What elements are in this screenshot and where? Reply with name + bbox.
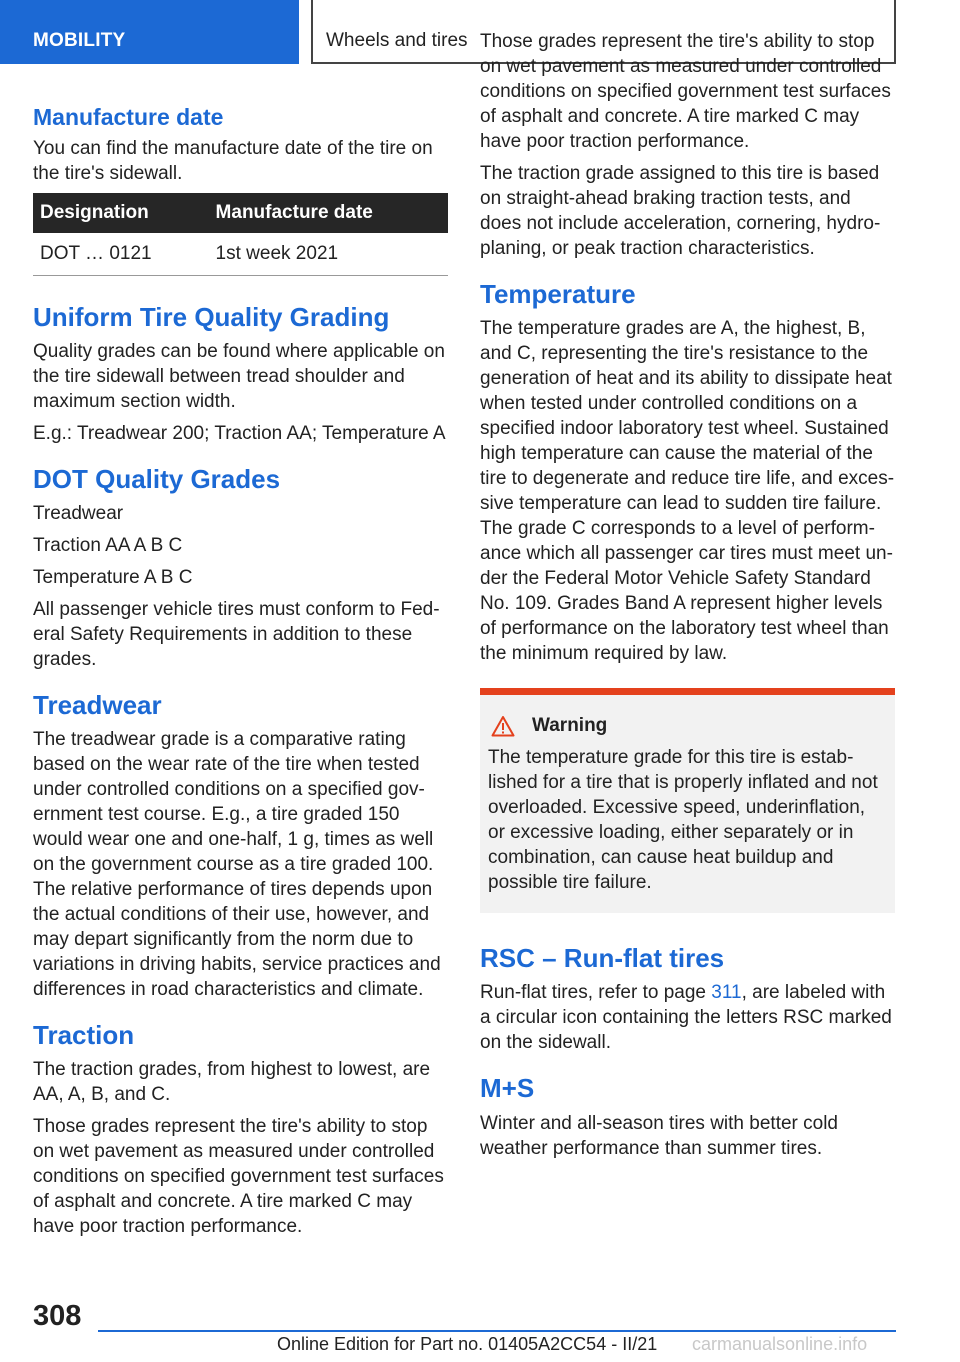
dot-line-temperature: Temperature A B C (33, 566, 193, 588)
temperature-paragraph: The temperature grades are A, the highest, B, and C, representing the tire's resistance to the generation of heat and its ability to dissipate heat when tested under controlled conditions on a specified indoor laboratory test wheel. Sustained high temperature can cause the material of the tire to degenerate and reduce tire life, and excessive temperature can lead to sudden tire failure. The grade C corresponds to a level of performance which all passenger car tires must meet under the Federal Motor Vehicle Safety Standard No. 109. Grades Band A represent higher levels of performance on the laboratory test wheel than the minimum required by law. (480, 318, 895, 665)
traction-paragraph-2-start: Those grades represent the tire's ability to stop on wet pavement as measured under controlled conditions on specified government test surfaces of asphalt and concrete. A tire marked C may have poor traction performance. (33, 1116, 444, 1238)
traction-paragraph-2-continued (480, 31, 895, 154)
temperature-section (480, 279, 895, 666)
footer-divider (98, 1330, 896, 1332)
page-number: 308 (33, 1300, 82, 1332)
table-header-row (33, 193, 448, 233)
warning-label: Warning (532, 715, 608, 737)
right-column (480, 31, 895, 1179)
utqg-section (33, 302, 448, 446)
table-header-manufacture-date: Manufacture date (209, 193, 448, 233)
treadwear-paragraph: The treadwear grade is a comparative rating based on the wear rate of the tire when tested under controlled conditions on a specified government test course. E.g., a tire graded 150 would wear one and one-half, 1 g, times as well on the government course as a tire graded 100. The relative performance of tires depends upon the actual conditions of their use, however, and may depart significantly from the norm due to variations in driving habits, service practices and differences in road characteristics and climate. (33, 729, 441, 1001)
dot-paragraph: All passenger vehicle tires must conform to Federal Safety Requirements in addition to these grades. (33, 598, 440, 670)
utqg-paragraph-1: Quality grades can be found where applicable on the tire sidewall between tread shoulder and maximum section width. (33, 340, 445, 412)
chapter-tab[interactable]: MOBILITY (0, 0, 299, 64)
watermark: carmanualsonline.info (692, 1334, 868, 1354)
dot-section (33, 464, 448, 672)
ms-heading: M+S (480, 1073, 535, 1104)
table-row (33, 233, 448, 276)
rsc-paragraph (480, 980, 895, 1055)
traction-section (33, 1020, 448, 1238)
left-column (33, 104, 448, 1238)
manufacture-date-table (33, 193, 448, 276)
table-cell-designation: DOT … 0121 (33, 233, 209, 276)
treadwear-section (33, 690, 448, 1002)
manufacture-date-text: You can find the manufacture date of the tire on the tire's sidewall. (33, 137, 433, 184)
treadwear-heading: Treadwear (33, 689, 162, 720)
section-title: Wheels and tires (311, 0, 896, 64)
page-reference-link[interactable]: 311 (711, 982, 742, 1004)
traction-paragraph-1: The traction grades, from highest to lowest, are AA, A, B, and C. (33, 1059, 431, 1106)
traction-paragraph-2-text: Those grades represent the tire's ability to stop on wet pavement as measured under controlled conditions on specified government test surfaces of asphalt and concrete. A tire marked C may have poor traction performance. (480, 31, 891, 152)
ms-paragraph: Winter and all-season tires with better cold weather performance than summer tires. (480, 1112, 838, 1159)
rsc-text-after: , are labeled with a circular icon containing the letters RSC marked on the sidewall. (480, 982, 892, 1054)
traction-heading: Traction (33, 1020, 135, 1051)
rsc-text-before: Run-flat tires, refer to page (480, 982, 712, 1004)
warning-title (491, 715, 887, 737)
rsc-heading: RSC – Run-flat tires (480, 943, 725, 974)
utqg-paragraph-2: E.g.: Treadwear 200; Traction AA; Temperature A (33, 422, 446, 444)
table-cell-date: 1st week 2021 (209, 233, 448, 276)
table-header-designation: Designation (33, 193, 209, 233)
dot-line-traction: Traction AA A B C (33, 534, 183, 556)
manufacture-date-section (33, 104, 448, 276)
warning-text: The temperature grade for this tire is established for a tire that is properly inflated and not overloaded. Excessive speed, underinflation, or excessive loading, either separately or in combination, can cause heat buildup and possible tire failure. (488, 747, 878, 894)
rsc-section (480, 943, 895, 1055)
warning-box (480, 688, 895, 913)
ms-section (480, 1073, 895, 1160)
dot-heading: DOT Quality Grades (33, 463, 281, 494)
utqg-heading: Uniform Tire Quality Grading (33, 301, 390, 332)
manufacture-date-heading: Manufacture date (33, 104, 224, 130)
warning-triangle-icon (491, 715, 515, 737)
traction-paragraph-3: The traction grade assigned to this tire is based on straight-ahead braking traction tests, and does not include acceleration, cornering, hydroplaning, or peak traction characteristics. (480, 163, 881, 259)
dot-line-treadwear: Treadwear (33, 502, 124, 524)
footer-edition: Online Edition for Part no. 01405A2CC54 - II/21 (277, 1334, 658, 1354)
temperature-heading: Temperature (480, 279, 636, 309)
